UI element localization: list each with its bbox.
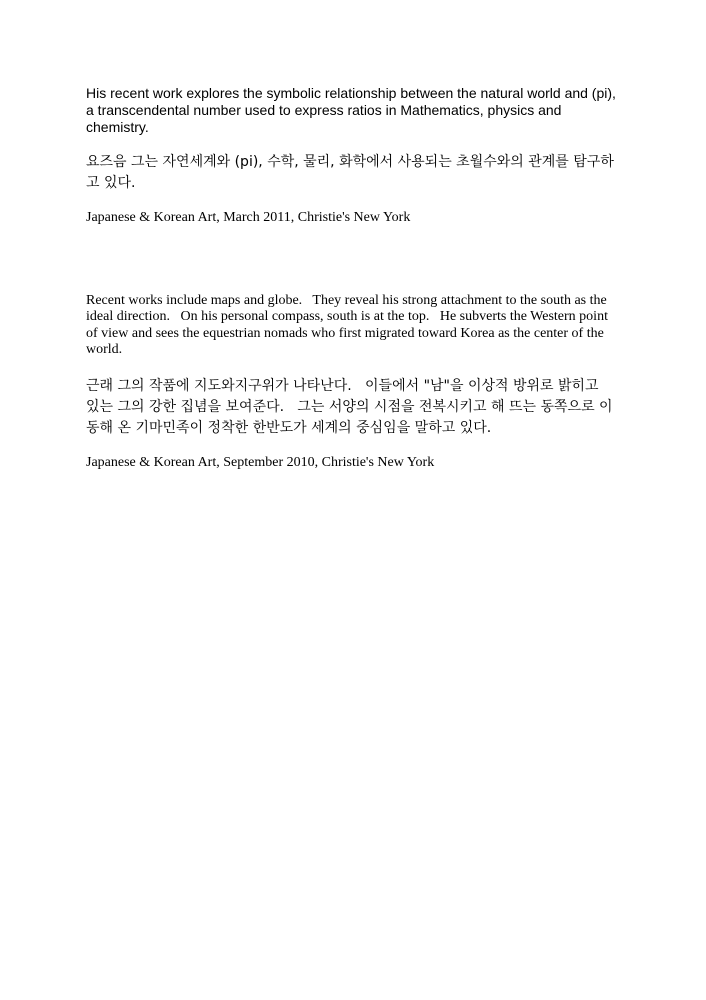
- block1-korean-paragraph: 요즈음 그는 자연세계와 (pi), 수학, 물리, 화학에서 사용되는 초월수와의 관계를 탐구하고 있다.: [86, 154, 614, 191]
- document-page: [86, 85, 622, 471]
- block1-english-paragraph: His recent work explores the symbolic relationship between the natural world and (pi), a transcendental number used to express ratios in Mathematics, physics and chemistry.: [86, 85, 616, 135]
- block2-korean-paragraph: 근래 그의 작품에 지도와지구위가 나타난다. 이들에서 "남"을 이상적 방위로 밝히고 있는 그의 강한 집념을 보여준다. 그는 서양의 시점을 전복시키고 해 뜨는 동쪽으로 이동해 온 기마민족이 정착한 한반도가 세계의 중심임을 말하고 있다.: [86, 377, 613, 436]
- block1-source-citation: Japanese & Korean Art, March 2011, Christie's New York: [86, 210, 411, 225]
- block2-english-paragraph: Recent works include maps and globe. They reveal his strong attachment to the south as the ideal direction. On his personal compass, south is at the top. He subverts the Western point of view and sees the equestrian nomads who first migrated toward Korea as the center of the world.: [86, 292, 612, 357]
- block2-source-citation: Japanese & Korean Art, September 2010, Christie's New York: [86, 454, 435, 470]
